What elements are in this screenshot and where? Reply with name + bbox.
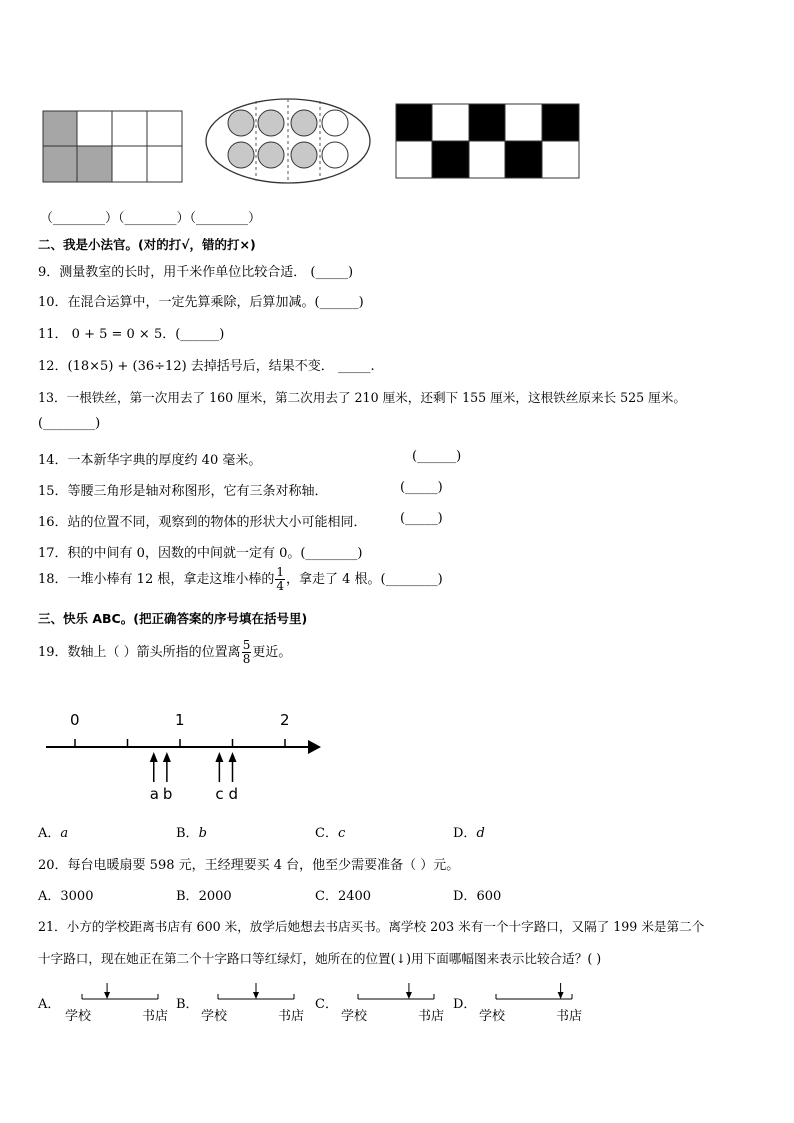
option-value: 3000 <box>60 889 94 904</box>
q17-answer-blank[interactable]: (________) <box>300 546 363 561</box>
route-end-label: 书店 <box>142 1009 169 1024</box>
q13-text: 13．一根铁丝，第一次用去了 160 厘米，第二次用去了 210 厘米，还剩下 155 厘米，这根铁丝原来长 525 厘米。 <box>38 390 686 405</box>
q13-answer-blank[interactable]: (________) <box>38 416 101 431</box>
question-16 <box>38 511 367 530</box>
arrow-b-head <box>163 752 171 762</box>
number-line-arrowhead <box>308 740 321 754</box>
q21-option-d-diagram[interactable] <box>474 982 594 1028</box>
q21-option-a-letter[interactable]: A． <box>38 997 61 1012</box>
question-15 <box>38 480 328 499</box>
q18-frac-denominator: 4 <box>276 579 284 593</box>
option-value: 2000 <box>198 889 232 904</box>
figure-answer-blanks <box>40 207 261 226</box>
route-end-label: 书店 <box>418 1009 445 1024</box>
shaded-grid-figure <box>42 110 184 184</box>
q19-option-d[interactable] <box>453 822 485 841</box>
arrow-label-b: b <box>162 785 173 803</box>
option-letter: C． <box>315 889 338 904</box>
q19-text-before: 19．数轴上（ ）箭头所指的位置离 <box>38 645 241 660</box>
q19-text-after: 更近。 <box>252 645 292 660</box>
q21-option-c-diagram[interactable] <box>336 982 454 1028</box>
q19-frac-denominator: 8 <box>242 652 251 666</box>
question-12 <box>38 355 375 374</box>
position-arrow-head <box>558 992 564 999</box>
q9-text: 9．测量教室的长时，用千米作单位比较合适． <box>38 265 307 280</box>
position-arrow-head <box>253 992 259 999</box>
q9-answer-blank[interactable]: (_____) <box>310 265 354 280</box>
q21-option-a-diagram[interactable] <box>60 982 178 1028</box>
q19-option-a[interactable] <box>38 822 68 841</box>
q16-answer-blank[interactable]: (_____) <box>400 511 443 526</box>
figure-blank-3[interactable]: （________） <box>189 211 262 226</box>
arrow-d-head <box>229 752 237 762</box>
q14-answer-blank[interactable]: (______) <box>412 449 462 464</box>
question-21-line1: 21．小方的学校距离书店有 600 米，放学后她想去书店买书。离学校 203 米有一个十字路口，又隔了 199 米是第二个 <box>38 919 705 934</box>
question-20: 20．每台电暖扇要 598 元，王经理要买 4 台，他至少需要准备（ ）元。 <box>38 858 460 873</box>
route-end-label: 书店 <box>278 1009 305 1024</box>
option-value: 2400 <box>337 889 372 904</box>
arrow-label-d: d <box>228 785 239 803</box>
q19-fraction <box>242 639 252 666</box>
q10-text: 10．在混合运算中，一定先算乘除，后算加减。 <box>38 295 315 310</box>
q21-option-c-letter[interactable]: C． <box>315 997 338 1012</box>
question-21-line2: 十字路口，现在她正在第二个十字路口等红绿灯，她所在的位置(↓)用下面哪幅图来表示比较合适？( ) <box>38 951 602 966</box>
q18-answer-blank[interactable]: (________) <box>380 572 443 587</box>
q11-text: 11． 0 + 5 = 0 × 5． <box>38 327 176 342</box>
question-14 <box>38 449 261 468</box>
q15-answer-blank[interactable]: (_____) <box>400 480 443 495</box>
option-value: d <box>476 826 485 841</box>
q19-option-b[interactable] <box>176 822 207 841</box>
option-letter: A． <box>38 826 61 841</box>
q21-option-b-letter[interactable]: B． <box>176 997 199 1012</box>
number-line-figure <box>40 706 330 806</box>
q21-option-b-diagram[interactable] <box>196 982 314 1028</box>
question-9 <box>38 261 353 280</box>
question-13 <box>38 387 686 406</box>
question-17 <box>38 542 363 561</box>
q21-option-d-letter[interactable]: D． <box>453 997 477 1012</box>
route-start-label: 学校 <box>65 1009 92 1024</box>
option-value: b <box>198 826 207 841</box>
q20-option-b[interactable] <box>176 885 232 904</box>
q17-text: 17．积的中间有 0，因数的中间就一定有 0。 <box>38 546 301 561</box>
figure-blank-2[interactable]: （________） <box>118 211 190 226</box>
option-letter: D． <box>453 889 477 904</box>
route-start-label: 学校 <box>341 1009 368 1024</box>
position-arrow-head <box>104 992 110 999</box>
q12-answer-blank[interactable]: _____. <box>337 359 375 374</box>
q20-option-d[interactable] <box>453 885 501 904</box>
section2-title: 二、我是小法官。(对的打√，错的打×) <box>38 237 256 252</box>
option-letter: D． <box>453 826 477 841</box>
route-start-label: 学校 <box>479 1009 506 1024</box>
q12-text: 12．(18×5) + (36÷12) 去掉括号后，结果不变． <box>38 359 334 374</box>
figure-blank-1[interactable]: （________） <box>40 211 119 226</box>
option-letter: A． <box>38 889 61 904</box>
arrow-label-a: a <box>149 785 159 803</box>
q18-text-before: 18．一堆小棒有 12 根，拿走这堆小棒的 <box>38 572 275 587</box>
q18-fraction <box>275 566 285 593</box>
route-end-label: 书店 <box>556 1009 583 1024</box>
option-letter: B． <box>176 826 199 841</box>
section3-title: 三、快乐 ABC。(把正确答案的序号填在括号里) <box>38 611 308 626</box>
question-11 <box>38 323 224 342</box>
q18-frac-numerator: 1 <box>276 565 284 579</box>
route-start-label: 学校 <box>201 1009 228 1024</box>
tick-label-1: 1 <box>175 711 185 729</box>
position-arrow-head <box>406 992 412 999</box>
q19-frac-numerator: 5 <box>242 638 251 652</box>
option-letter: B． <box>176 889 199 904</box>
q10-answer-blank[interactable]: (______) <box>314 295 364 310</box>
q15-text: 15．等腰三角形是轴对称图形，它有三条对称轴． <box>38 484 328 499</box>
tick-label-2: 2 <box>280 711 290 729</box>
q19-option-c[interactable] <box>315 822 345 841</box>
option-value: c <box>337 826 346 841</box>
q16-text: 16．站的位置不同，观察到的物体的形状大小可能相同． <box>38 515 367 530</box>
arrow-label-c: c <box>215 785 224 803</box>
option-value: 600 <box>476 889 502 904</box>
option-letter: C． <box>315 826 338 841</box>
checkerboard-figure <box>395 103 581 179</box>
q11-answer-blank[interactable]: (______) <box>175 327 225 342</box>
q18-text-after: ，拿走了 4 根。 <box>286 572 381 587</box>
circles-ellipse-figure <box>204 97 372 185</box>
q14-text: 14．一本新华字典的厚度约 40 毫米。 <box>38 453 262 468</box>
arrow-a-head <box>150 752 158 762</box>
q20-option-a[interactable] <box>38 885 93 904</box>
arrow-c-head <box>215 752 223 762</box>
question-19 <box>38 639 291 666</box>
question-18 <box>38 566 443 593</box>
option-value: a <box>60 826 69 841</box>
question-10 <box>38 291 364 310</box>
tick-label-0: 0 <box>70 711 80 729</box>
q20-option-c[interactable] <box>315 885 371 904</box>
